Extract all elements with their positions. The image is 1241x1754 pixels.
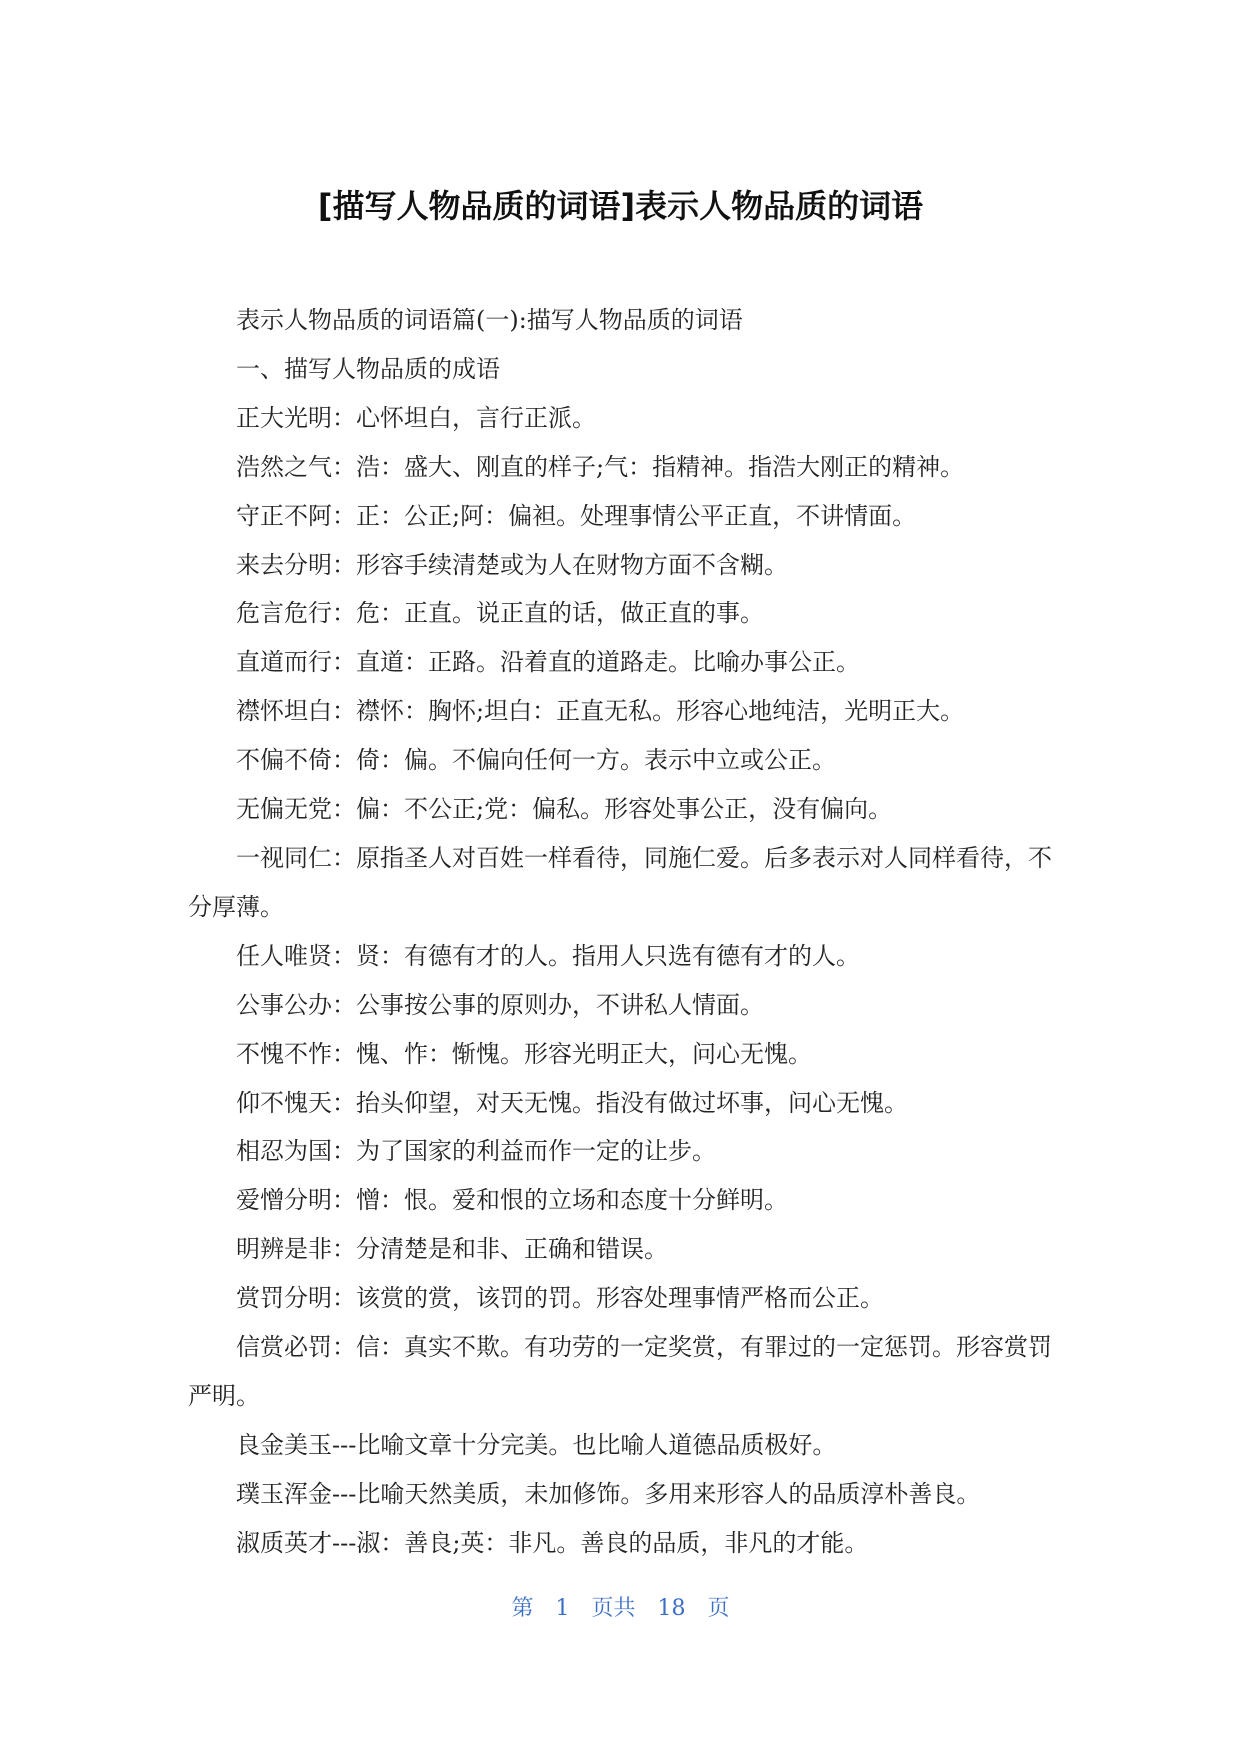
paragraph-idiom: 直道而行：直道：正路。沿着直的道路走。比喻办事公正。 [236, 648, 860, 677]
footer-middle: 页共 [591, 1596, 636, 1621]
footer-suffix: 页 [707, 1596, 730, 1621]
paragraph-idiom: 无偏无党：偏：不公正;党：偏私。形容处事公正，没有偏向。 [236, 795, 893, 824]
paragraph-idiom: 良金美玉---比喻文章十分完美。也比喻人道德品质极好。 [236, 1430, 837, 1459]
paragraph-subheading: 一、描写人物品质的成语 [236, 354, 500, 383]
paragraph-idiom: 信赏必罚：信：真实不欺。有功劳的一定奖赏，有罪过的一定惩罚。形容赏罚严明。 [188, 1333, 1052, 1410]
paragraph-idiom: 明辨是非：分清楚是和非、正确和错误。 [236, 1235, 668, 1264]
paragraph-idiom: 相忍为国：为了国家的利益而作一定的让步。 [236, 1137, 716, 1166]
footer-total-pages: 18 [657, 1596, 686, 1621]
paragraph-idiom: 守正不阿：正：公正;阿：偏袒。处理事情公平正直，不讲情面。 [236, 501, 917, 530]
document-body [188, 296, 1053, 1568]
paragraph-idiom: 任人唯贤：贤：有德有才的人。指用人只选有德有才的人。 [236, 941, 860, 970]
paragraph-idiom: 爱憎分明：憎：恨。爱和恨的立场和态度十分鲜明。 [236, 1186, 788, 1215]
paragraph-idiom: 一视同仁：原指圣人对百姓一样看待，同施仁爱。后多表示对人同样看待，不分厚薄。 [188, 843, 1052, 921]
paragraph-idiom: 璞玉浑金---比喻天然美质，未加修饰。多用来形容人的品质淳朴善良。 [236, 1479, 981, 1508]
footer-current-page: 1 [555, 1596, 570, 1621]
paragraph-idiom: 正大光明：心怀坦白，言行正派。 [236, 403, 596, 432]
document-title: [描写人物品质的词语]表示人物品质的词语 [317, 187, 924, 225]
footer-prefix: 第 [511, 1596, 534, 1621]
paragraph-idiom: 不偏不倚：倚：偏。不偏向任何一方。表示中立或公正。 [236, 746, 836, 775]
paragraph-idiom: 赏罚分明：该赏的赏，该罚的罚。形容处理事情严格而公正。 [236, 1284, 884, 1313]
paragraph-idiom: 不愧不怍：愧、怍：惭愧。形容光明正大，问心无愧。 [236, 1039, 812, 1068]
paragraph-idiom: 危言危行：危：正直。说正直的话，做正直的事。 [236, 599, 764, 628]
paragraph-idiom: 襟怀坦白：襟怀：胸怀;坦白：正直无私。形容心地纯洁，光明正大。 [236, 697, 965, 726]
page-footer [0, 1594, 1241, 1624]
paragraph-idiom: 来去分明：形容手续清楚或为人在财物方面不含糊。 [236, 550, 788, 579]
paragraph-idiom: 公事公办：公事按公事的原则办，不讲私人情面。 [236, 990, 764, 1019]
paragraph-idiom: 浩然之气：浩：盛大、刚直的样子;气：指精神。指浩大刚正的精神。 [236, 452, 965, 481]
paragraph-idiom: 淑质英才---淑：善良;英：非凡。善良的品质，非凡的才能。 [236, 1528, 869, 1557]
paragraph-section-heading: 表示人物品质的词语篇(一):描写人物品质的词语 [236, 306, 743, 334]
paragraph-idiom: 仰不愧天：抬头仰望，对天无愧。指没有做过坏事，问心无愧。 [236, 1088, 908, 1117]
